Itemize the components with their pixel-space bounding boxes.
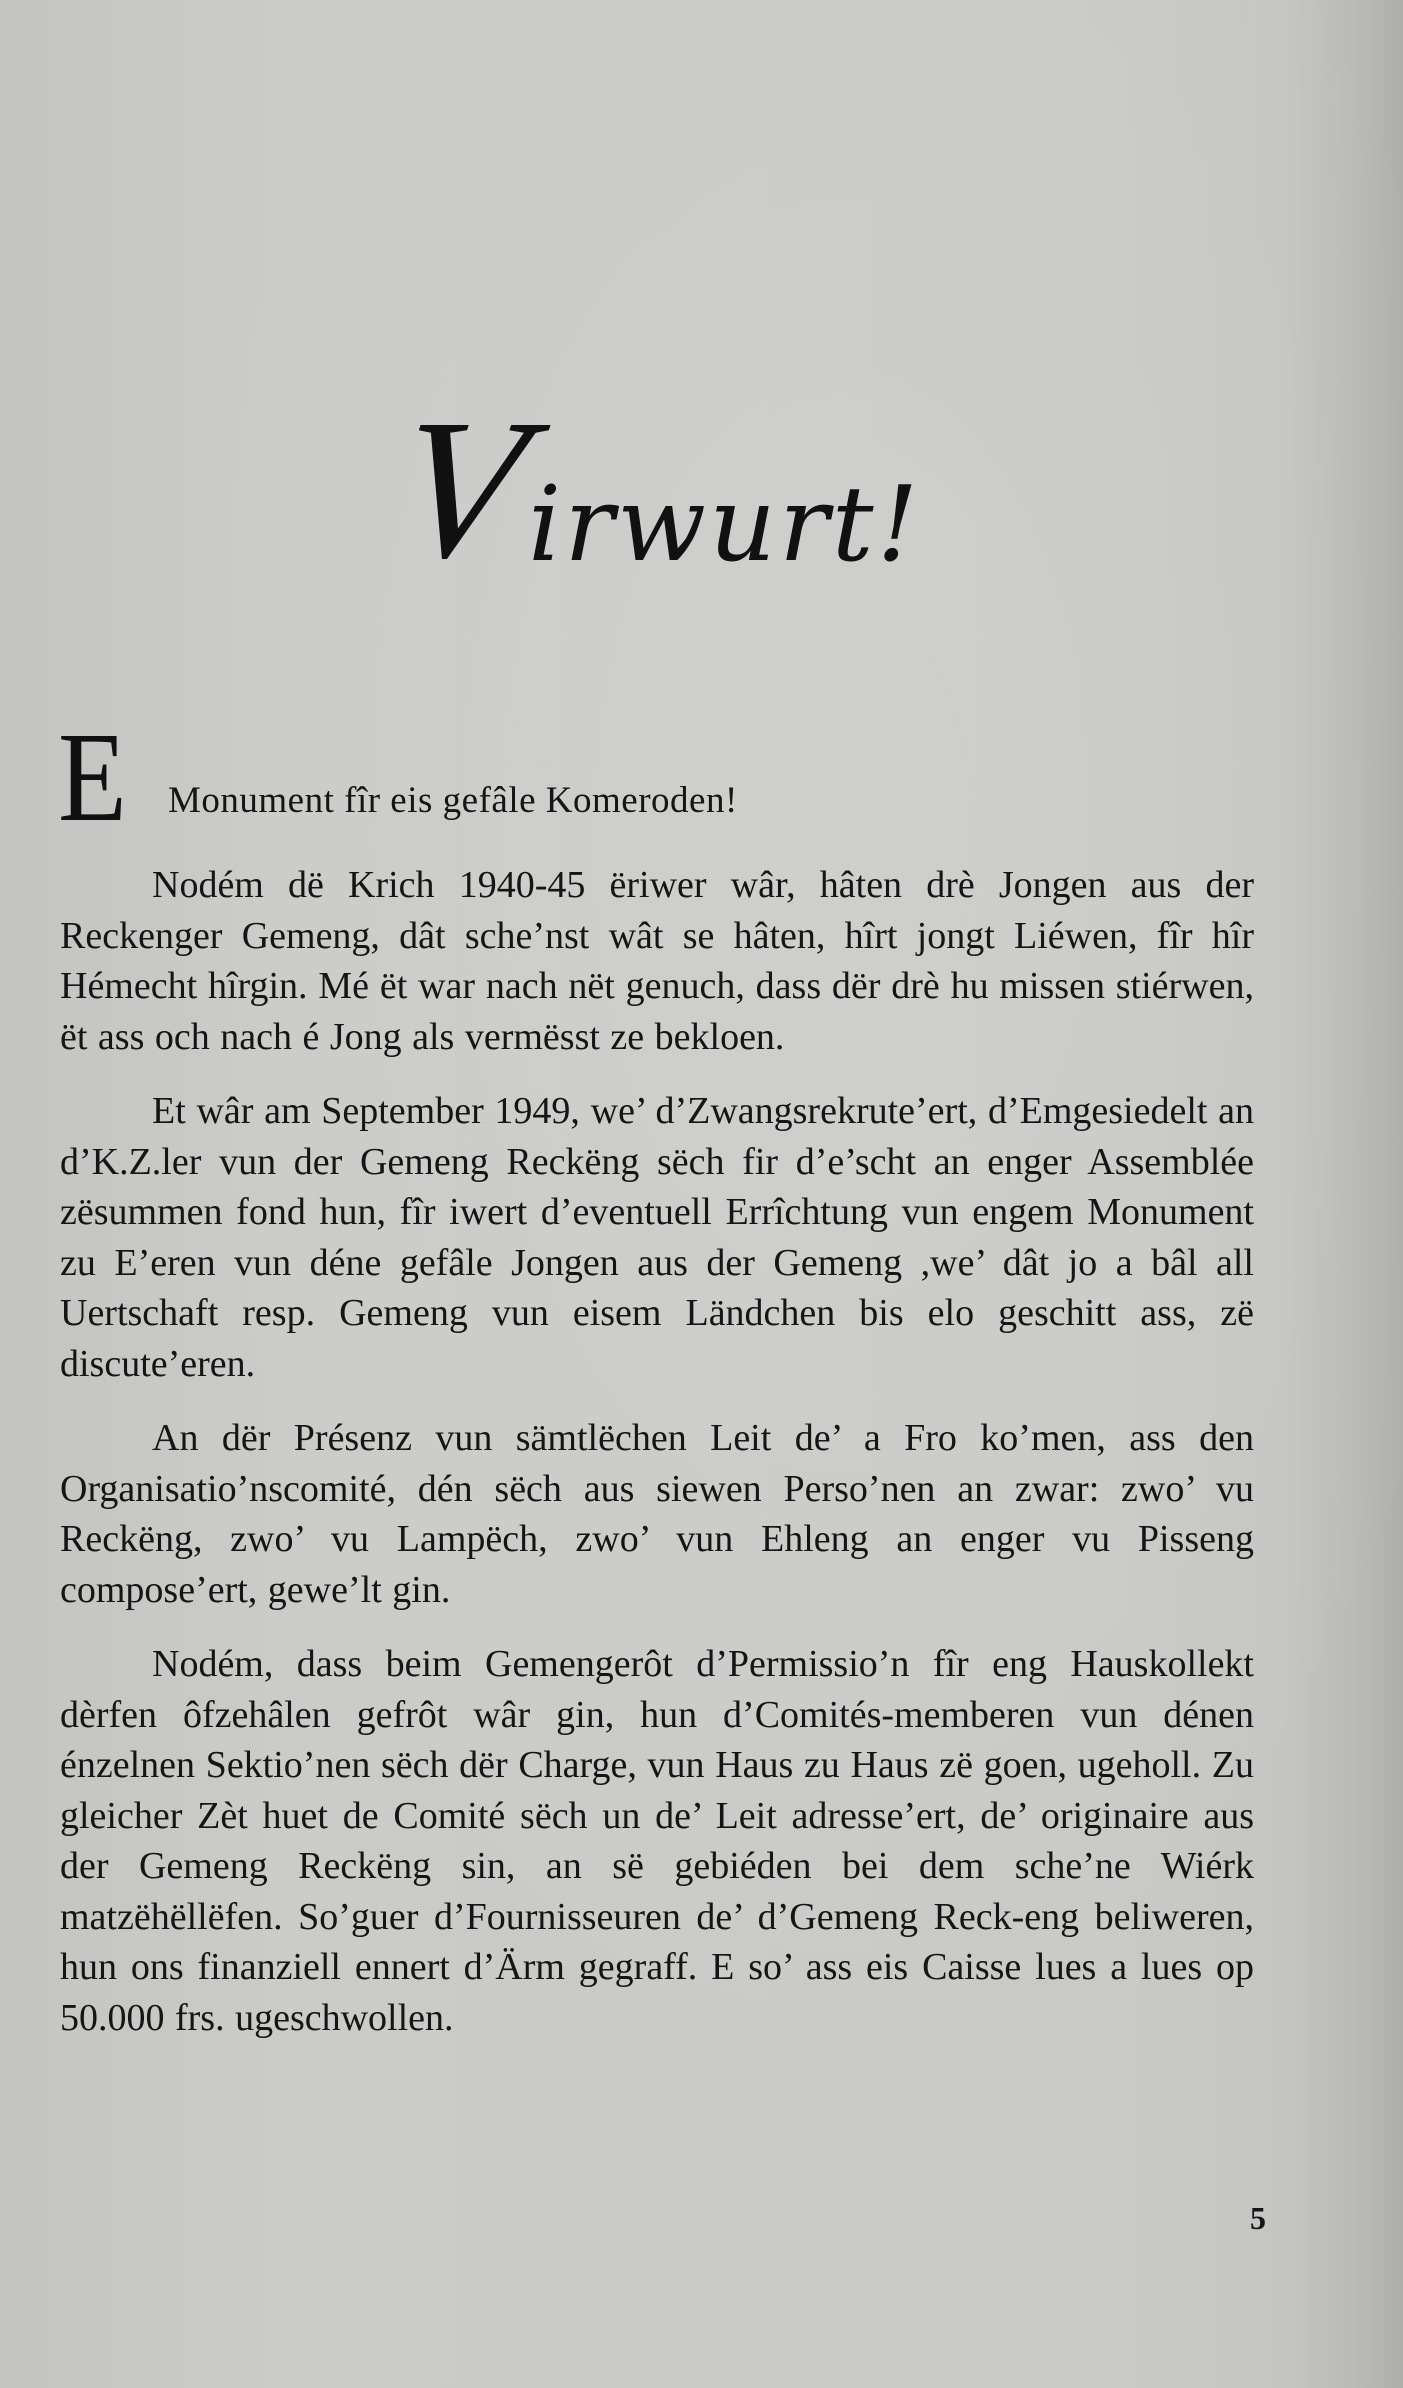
page-edge-shadow [1283,0,1403,2388]
chapter-title-rest: irwurt! [528,463,922,585]
body-text [60,860,1254,2067]
page-number: 5 [1250,2200,1266,2236]
paragraph: Nodém dë Krich 1940-45 ëriwer wâr, hâten drè Jongen aus der Reckenger Gemeng, dât sche’nst wât se hâten, hîrt jongt Liéwen, fîr hîr Hémecht hîrgin. Mé ët war nach nët genuch, dass dër drè hu missen stiérwen, ët ass och nach é Jong als vermësst ze bekloen. [60,864,1254,1058]
opening-line: Monument fîr eis gefâle Komeroden! [168,780,738,821]
drop-cap: E [58,706,127,848]
paragraph: Et wâr am September 1949, we’ d’Zwangsrekrute’ert, d’Emgesiedelt an d’K.Z.ler vun der Gemeng Reckëng sëch fir d’e’scht an enger Assemblée zësummen fond hun, fîr iwert d’eventuell Errîchtung vun engem Monument zu E’eren vun déne gefâle Jongen aus der Gemeng ,we’ dât jo a bâl all Uertschaft resp. Gemeng vun eisem Ländchen bis elo geschitt ass, zë discute’eren. [60,1090,1254,1385]
paragraph: An dër Présenz vun sämtlëchen Leit de’ a Fro ko’men, ass den Organisatio’nscomité, dén sëch aus siewen Perso’nen an zwar: zwo’ vu Reckëng, zwo’ vu Lampëch, zwo’ vun Ehleng an enger vu Pisseng compose’ert, gewe’lt gin. [60,1417,1254,1611]
chapter-title [384,379,1020,620]
chapter-title-initial: V [384,379,540,600]
paragraph: Nodém, dass beim Gemengerôt d’Permissio’n fîr eng Hauskollekt dèrfen ôfzehâlen gefrôt wâr gin, hun d’Comités-memberen vun dénen énzelnen Sektio’nen sëch dër Charge, vun Haus zu Haus zë goen, ugeholl. Zu gleicher Zèt huet de Comité sëch un de’ Leit adresse’ert, de’ originaire aus der Gemeng Reckëng sin, an së gebiéden bei dem sche’ne Wiérk matzëhëllëfen. So’guer d’Fournisseuren de’ d’Gemeng Reck-eng beliweren, hun ons finanziell ennert d’Ärm gegraff. E so’ ass eis Caisse lues a lues op 50.000 frs. ugeschwollen. [60,1643,1254,2039]
